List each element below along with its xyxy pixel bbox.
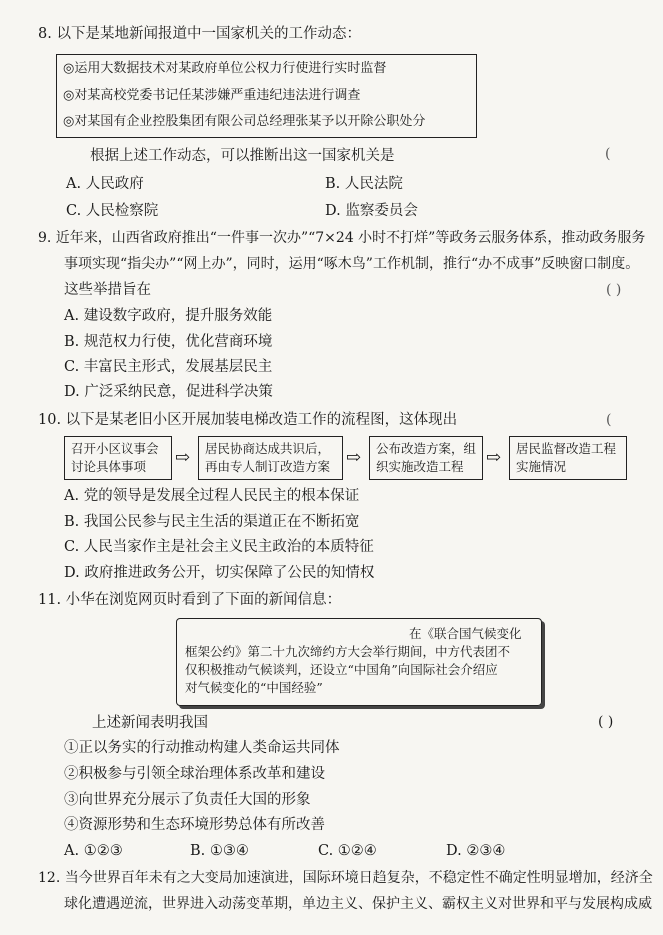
q11-option-b: B. ①③④ [190,843,249,859]
q9-stem-line-3: 这些举措旨在 [64,282,151,298]
q11-option-c: C. ①②④ [318,843,377,859]
flow-step-1 [64,436,172,480]
flow-step-3-line-1: 公布改造方案，组 [376,441,477,456]
flow-step-1-line-2: 讨论具体事项 [71,459,147,474]
q10-option-c: C. 人民当家作主是社会主义民主政治的本质特征 [64,539,374,555]
q9-option-b: B. 规范权力行使，优化营商环境 [64,334,273,350]
q9-option-c: C. 丰富民主形式，发展基层民主 [64,359,273,375]
flow-step-4-line-1: 居民监督改造工程 [516,441,617,456]
q8-option-a: A. 人民政府 [66,176,144,192]
flow-arrow-icon: ⇨ [175,447,191,468]
flow-step-3 [369,436,483,480]
q10-option-b: B. 我国公民参与民主生活的渠道正在不断拓宽 [64,514,360,530]
q11-item-4: ④资源形势和生态环境形势总体有所改善 [64,817,325,833]
q12-stem-line-2: 球化遭遇逆流，世界进入动荡变革期，单边主义、保护主义、霸权主义对世界和平与发展构成威 [64,896,652,912]
q10-option-d: D. 政府推进政务公开，切实保障了公民的知情权 [64,565,375,581]
q8-answer-paren: ( [605,146,611,162]
q9-answer-paren: ( ) [606,282,622,298]
q11-item-2: ②积极参与引领全球治理体系改革和建设 [64,766,325,782]
q11-stem: 11. 小华在浏览网页时看到了下面的新闻信息： [38,592,342,608]
q8-option-c: C. 人民检察院 [66,203,159,219]
q8-stem: 8. 以下是某地新闻报道中一国家机关的工作动态： [38,26,361,42]
q11-option-d: D. ②③④ [446,843,506,859]
q9-option-d: D. 广泛采纳民意，促进科学决策 [64,384,273,400]
flow-step-3-line-2: 织实施改造工程 [376,459,464,474]
q11-question: 上述新闻表明我国 [92,715,208,731]
q11-item-3: ③向世界充分展示了负责任大国的形象 [64,792,311,808]
q11-item-1: ①正以务实的行动推动构建人类命运共同体 [64,740,340,756]
q10-stem: 10. 以下是某老旧小区开展加装电梯改造工作的流程图，这体现出 [38,412,458,428]
q9-stem-line-1: 9. 近年来，山西省政府推出“一件事一次办”“7×24 小时不打烊”等政务云服务体系，推动政务服务 [38,230,646,246]
q8-box-line-2: ◎对某高校党委书记任某涉嫌严重违纪违法进行调查 [63,88,361,103]
q10-answer-paren: ( [606,412,612,428]
flow-step-4-line-2: 实施情况 [516,459,567,474]
q9-stem-line-2: 事项实现“指尖办”“网上办”，同时，运用“啄木鸟”工作机制，推行“办不成事”反映窗口制度。 [64,256,640,272]
flow-arrow-icon: ⇨ [346,447,362,468]
q11-answer-paren: ( ) [598,714,614,730]
q11-news-box [176,618,542,706]
q11-option-a: A. ①②③ [64,843,123,859]
flow-step-1-line-1: 召开小区议事会 [71,441,159,456]
q11-news-line-4: 对气候变化的“中国经验” [185,680,323,695]
flow-step-4 [509,436,627,480]
flow-arrow-icon: ⇨ [486,447,502,468]
q8-box-line-3: ◎对某国有企业控股集团有限公司总经理张某予以开除公职处分 [63,114,426,129]
q8-option-d: D. 监察委员会 [325,203,418,219]
q11-news-line-1: 在《联合国气候变化 [409,626,522,641]
flow-step-2-line-1: 居民协商达成共识后， [205,441,331,456]
q8-option-b: B. 人民法院 [325,176,403,192]
q12-stem-line-1: 12. 当今世界百年未有之大变局加速演进，国际环境日趋复杂，不稳定性不确定性明显增加，经济全 [38,870,653,886]
flow-step-2 [198,436,343,480]
q10-option-a: A. 党的领导是发展全过程人民民主的根本保证 [64,488,360,504]
q8-question: 根据上述工作动态，可以推断出这一国家机关是 [90,148,395,164]
q9-option-a: A. 建设数字政府，提升服务效能 [64,308,273,324]
q11-news-line-3: 仅积极推动气候谈判，还设立“中国角”向国际社会介绍应 [185,662,498,677]
q8-info-box [56,54,477,138]
q8-box-line-1: ◎运用大数据技术对某政府单位公权力行使进行实时监督 [63,61,387,76]
q11-news-line-2: 框架公约》第二十九次缔约方大会举行期间，中方代表团不 [185,644,511,659]
flow-step-2-line-2: 再由专人制订改造方案 [205,459,331,474]
